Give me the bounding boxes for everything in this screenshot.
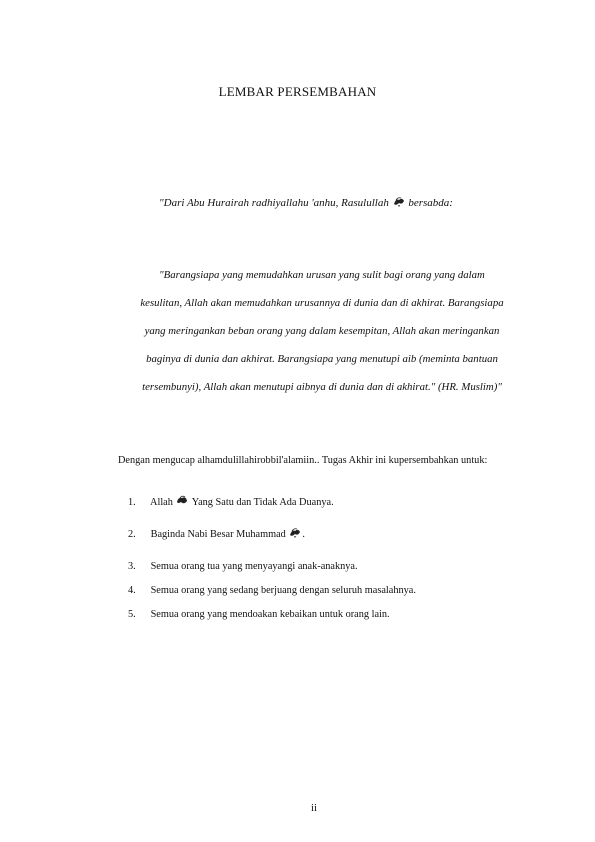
hadith-intro-suffix: bersabda: bbox=[408, 197, 453, 209]
hadith-line: kesulitan, Allah akan memudahkan urusannya di dunia dan di akhirat. Barangsiapa bbox=[140, 297, 504, 309]
salawat-calligraphy-icon bbox=[289, 527, 301, 538]
list-item-text: Allah bbox=[150, 497, 173, 508]
hadith-line: yang meringankan beban orang yang dalam kesempitan, Allah akan meringankan bbox=[144, 325, 500, 337]
hadith-intro-text: "Dari Abu Hurairah radhiyallahu 'anhu, Rasulullah bbox=[159, 197, 389, 209]
list-item-text: Semua orang yang mendoakan kebaikan untuk orang lain. bbox=[150, 609, 390, 620]
list-number: 5. bbox=[128, 609, 136, 620]
list-item bbox=[128, 585, 548, 609]
dedication-intro: Dengan mengucap alhamdulillahirobbil'alamiin.. Tugas Akhir ini kupersembahkan untuk: bbox=[118, 455, 488, 466]
list-number: 3. bbox=[128, 561, 136, 572]
hadith-quote bbox=[116, 261, 528, 401]
hadith-line: "Barangsiapa yang memudahkan urusan yang sulit bagi orang yang dalam bbox=[159, 269, 485, 281]
hadith-line: baginya di dunia dan akhirat. Barangsiapa yang menutupi aib (meminta bantuan bbox=[146, 353, 498, 365]
page-number: ii bbox=[310, 802, 318, 814]
hadith-intro bbox=[0, 196, 595, 209]
list-number: 4. bbox=[128, 585, 136, 596]
list-item-text: Baginda Nabi Besar Muhammad bbox=[150, 529, 286, 540]
list-item bbox=[128, 495, 548, 519]
hadith-line: tersembunyi), Allah akan menutupi aibnya di dunia dan di akhirat." (HR. Muslim)" bbox=[142, 381, 502, 393]
page-title: LEMBAR PERSEMBAHAN bbox=[218, 84, 377, 99]
dedication-list bbox=[128, 495, 548, 633]
list-item-text-suffix: Yang Satu dan Tidak Ada Duanya. bbox=[191, 497, 334, 508]
list-item bbox=[128, 609, 548, 633]
list-item bbox=[128, 519, 548, 561]
list-item-text-suffix: . bbox=[302, 529, 305, 540]
salawat-calligraphy-icon bbox=[393, 196, 405, 207]
list-item-text: Semua orang tua yang menyayangi anak-anaknya. bbox=[150, 561, 358, 572]
list-number: 1. bbox=[128, 497, 136, 508]
list-item-text: Semua orang yang sedang berjuang dengan seluruh masalahnya. bbox=[150, 585, 416, 596]
swt-calligraphy-icon bbox=[176, 495, 188, 506]
list-item bbox=[128, 561, 548, 585]
list-number: 2. bbox=[128, 529, 136, 540]
